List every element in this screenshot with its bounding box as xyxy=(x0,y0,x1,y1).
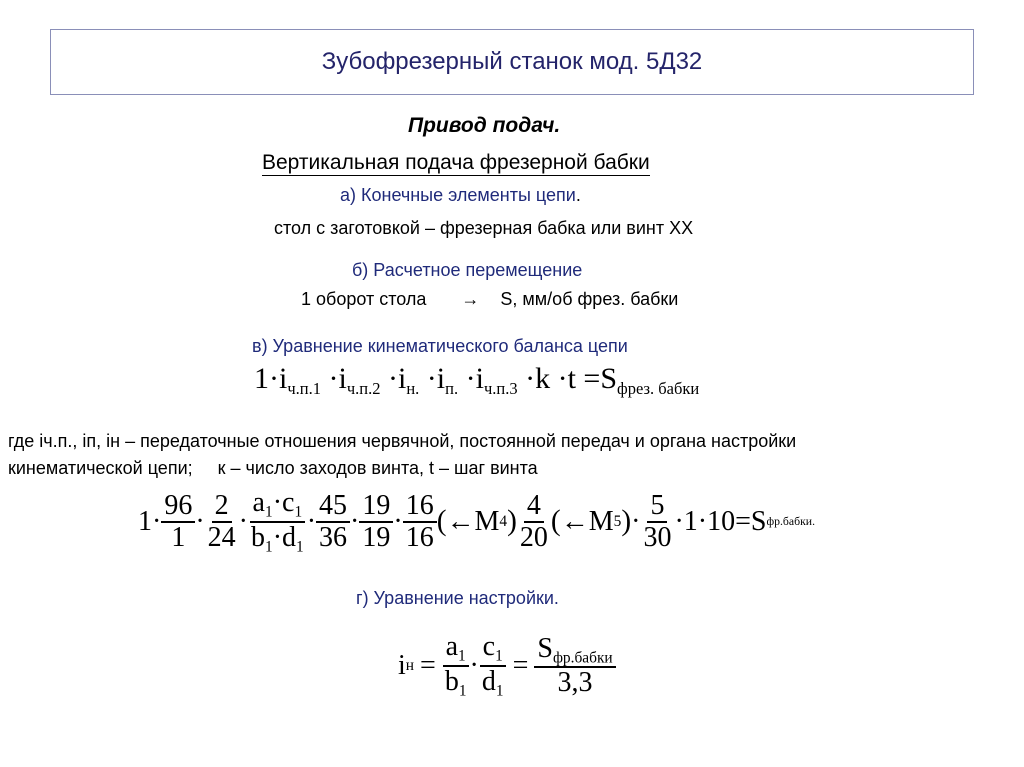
var-c: c xyxy=(282,487,295,518)
frac-num xyxy=(443,632,469,667)
subheading-text: Вертикальная подача фрезерной бабки xyxy=(262,151,650,174)
eq3-i: i xyxy=(398,649,406,681)
eq2-equals: = xyxy=(735,505,751,537)
var-c: c xyxy=(482,631,496,662)
eq2-one-tail: 1 xyxy=(683,505,698,537)
eq1-dot: · xyxy=(328,362,339,395)
eq2-dot: · xyxy=(238,505,248,537)
eq1-S: S xyxy=(600,362,618,395)
eq1-t: t xyxy=(567,362,576,395)
eq2-frac-ac-bd xyxy=(248,488,307,555)
eq2-frac-19-19 xyxy=(359,491,393,552)
eq2-dot: · xyxy=(674,505,684,537)
eq2-dot: · xyxy=(697,505,708,537)
eq1-equals: = xyxy=(583,362,601,395)
frac-den: 19 xyxy=(362,521,391,553)
eq2-frac-96-1 xyxy=(161,491,195,552)
eq2-dot: · xyxy=(272,487,283,518)
frac-den xyxy=(248,523,307,556)
eq2-frac-45-36 xyxy=(316,491,350,552)
var-S: S xyxy=(537,632,553,664)
equation-setup xyxy=(398,632,616,699)
eq2-frac-4-20 xyxy=(517,491,551,552)
section-b-left: 1 оборот стола xyxy=(301,289,427,309)
eq1-sub-p: п. xyxy=(445,378,459,398)
section-a-line xyxy=(340,185,581,206)
eq1-i: i xyxy=(338,362,347,395)
frac-den: 20 xyxy=(519,521,548,553)
sub-1: 1 xyxy=(294,503,303,521)
eq2-dot: · xyxy=(631,505,641,537)
var-b: b xyxy=(250,521,265,553)
sub-1: 1 xyxy=(296,537,304,555)
eq1-sub-chp2: ч.п.2 xyxy=(346,378,381,398)
frac-num: 2 xyxy=(212,491,232,522)
eq2-dot: · xyxy=(272,521,283,553)
eq2-frac-2-24 xyxy=(205,491,239,552)
frac-num: 45 xyxy=(316,491,350,522)
eq1-sub-S: фрез. бабки xyxy=(617,378,700,398)
eq3-equals: = xyxy=(512,649,529,681)
eq1-k: k xyxy=(535,362,551,395)
frac-den: 16 xyxy=(405,521,434,553)
sub-1: 1 xyxy=(264,537,273,555)
where-line-2: кинематической цепи; к – число заходов винта, t – шаг винта xyxy=(8,458,538,478)
section-v-label: в) Уравнение кинематического баланса цепи xyxy=(252,336,628,356)
frac-den xyxy=(442,667,470,700)
eq2-dot: · xyxy=(393,505,403,537)
sub-1: 1 xyxy=(495,647,503,665)
eq2-dot: · xyxy=(152,505,162,537)
title-frame xyxy=(50,29,974,95)
var-d: d xyxy=(282,521,297,553)
eq1-sub-n: н. xyxy=(406,378,420,398)
sub-1: 1 xyxy=(264,503,273,521)
eq2-one: 1 xyxy=(138,505,152,537)
eq2-frac-16-16 xyxy=(403,491,437,552)
eq3-frac-a-b xyxy=(442,632,470,699)
section-b-line xyxy=(301,289,678,310)
frac-den xyxy=(479,667,507,700)
eq1-i: i xyxy=(279,362,288,395)
eq2-dot: · xyxy=(350,505,360,537)
arrow-left-icon: ← xyxy=(560,505,589,537)
eq1-dot: · xyxy=(269,362,279,395)
heading-drive-feeds: Привод подач. xyxy=(408,114,561,137)
eq2-sub-S: фр.бабки. xyxy=(766,515,816,529)
section-a-tail: . xyxy=(575,185,581,205)
paren-close: ) xyxy=(507,505,517,538)
section-a-text: стол с заготовкой – фрезерная бабка или винт ХХ xyxy=(274,218,694,238)
section-b-label: б) Расчетное перемещение xyxy=(352,260,583,280)
var-a: a xyxy=(252,487,265,518)
var-b: b xyxy=(444,665,459,697)
var-M: M xyxy=(588,505,614,537)
eq1-i: i xyxy=(475,362,484,395)
eq2-dot: · xyxy=(195,505,205,537)
eq1-one: 1 xyxy=(254,362,269,395)
section-a-label: а) Конечные элементы цепи xyxy=(340,185,576,205)
frac-den: 3,3 xyxy=(557,667,593,699)
frac-num xyxy=(480,632,506,667)
frac-num xyxy=(250,488,306,523)
sub-1: 1 xyxy=(495,681,504,699)
eq3-dot: · xyxy=(469,649,479,681)
eq1-sub-chp3: ч.п.3 xyxy=(483,378,518,398)
frac-den: 30 xyxy=(643,521,672,553)
eq2-frac-5-30 xyxy=(640,491,674,552)
frac-num: 96 xyxy=(161,491,195,522)
frac-den: 24 xyxy=(207,521,236,553)
eq1-sub-chp1: ч.п.1 xyxy=(287,378,321,398)
where-line-1: где iч.п., iп, iн – передаточные отношения червячной, постоянной передач и органа настройки xyxy=(8,431,797,451)
eq2-ten: 10 xyxy=(707,505,736,537)
frac-num: 19 xyxy=(359,491,393,522)
eq1-dot: · xyxy=(525,362,536,395)
eq1-dot: · xyxy=(387,362,398,395)
frac-num: 4 xyxy=(524,491,544,522)
section-b-right: S, мм/об фрез. бабки xyxy=(500,289,679,309)
eq1-i: i xyxy=(436,362,446,395)
frac-den: 1 xyxy=(171,521,186,553)
var-M: M xyxy=(474,505,500,537)
sub-S: фр.бабки xyxy=(552,648,613,666)
arrow-right-icon: → xyxy=(461,289,480,309)
eq1-dot: · xyxy=(557,362,568,395)
paren-open: ( xyxy=(550,505,561,538)
eq3-sub-n: н xyxy=(405,656,415,674)
equation-balance xyxy=(254,362,699,399)
subheading-vertical-feed xyxy=(262,151,650,175)
frac-den: 36 xyxy=(319,521,348,553)
frac-num: 16 xyxy=(403,491,437,522)
eq3-equals: = xyxy=(420,649,436,681)
paren-close: ) xyxy=(621,505,632,538)
eq3-frac-S-33 xyxy=(534,634,615,698)
frac-num: 5 xyxy=(647,491,667,522)
frac-num xyxy=(534,634,615,669)
sub-4: 4 xyxy=(499,512,508,530)
eq2-dot: · xyxy=(306,505,317,537)
eq1-dot: · xyxy=(426,362,437,395)
eq2-S: S xyxy=(750,505,767,537)
slide-title: Зубофрезерный станок мод. 5Д32 xyxy=(321,48,703,75)
sub-5: 5 xyxy=(613,512,622,530)
equation-chain xyxy=(138,488,815,555)
eq3-frac-c-d xyxy=(479,632,507,699)
var-a: a xyxy=(445,631,459,662)
section-g-label: г) Уравнение настройки. xyxy=(356,588,559,608)
var-d: d xyxy=(481,665,496,697)
arrow-left-icon: ← xyxy=(446,505,475,537)
eq1-dot: · xyxy=(465,362,476,395)
sub-1: 1 xyxy=(458,681,467,699)
eq1-i: i xyxy=(397,362,407,395)
paren-open: ( xyxy=(436,505,447,538)
sub-1: 1 xyxy=(458,647,466,665)
